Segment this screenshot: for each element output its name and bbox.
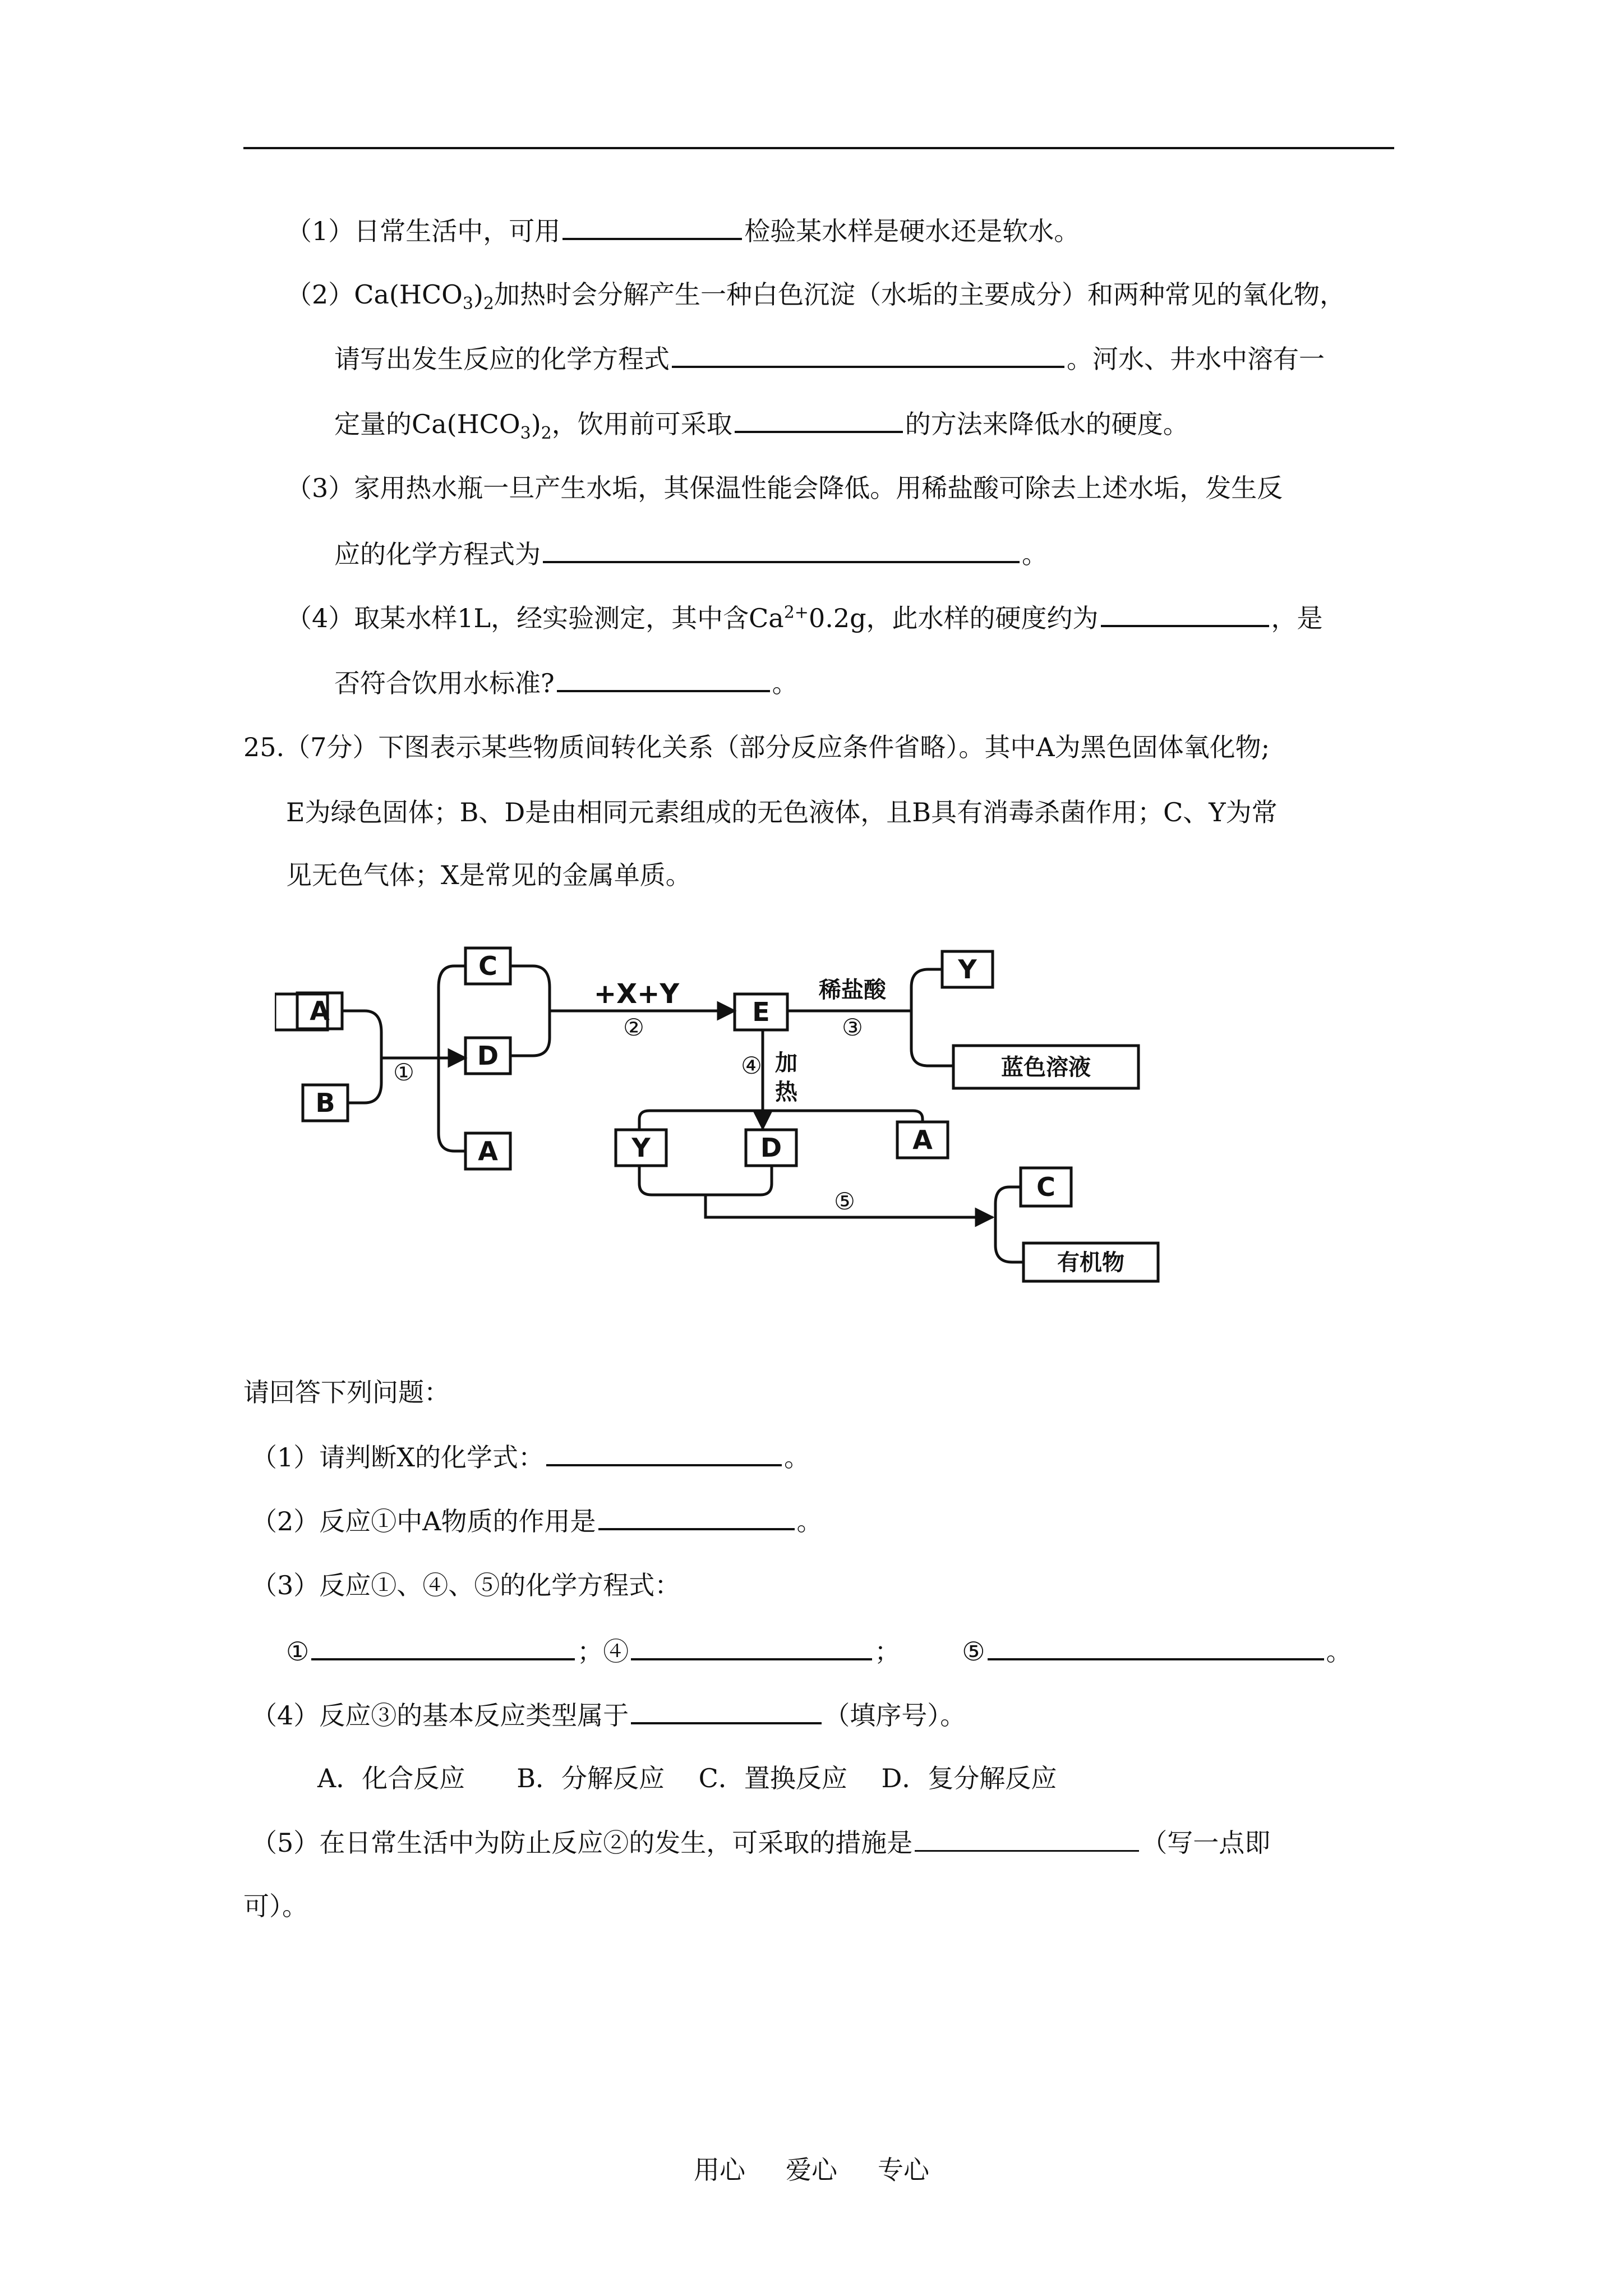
label-a-mid: A [478,1136,498,1166]
label-r4: ④ [741,1052,762,1079]
label-r1: ① [393,1059,414,1086]
q24-part3-line2: 应的化学方程式为 。 [334,536,1048,571]
q24-part2: $(2)Ca(HCO_3)_2$加热时会分解产生一种白色沉淀（水垢的主要成分）和两种常见的氧化物， [286,279,1345,314]
answer-blank[interactable] [311,1634,575,1660]
bracket-cd [510,966,550,1056]
q24-part2-line2: 请写出发生反应的化学方程式 。河水、井水中溶有一 [334,341,1325,376]
q25-sub3: （3）反应①、④、⑤的化学方程式： [251,1570,681,1600]
label-b-left: B [315,1088,335,1118]
conversion-diagram [275,926,1183,1290]
footer-word-1: 用心 [694,2155,745,2185]
answer-blank[interactable] [562,213,742,240]
label-r2: ② [623,1014,644,1041]
label-d-mid: D [477,1041,499,1071]
label-y-bottom: Y [631,1133,651,1163]
q25-sub3-equations: ① ；④ ； ⑤ 。 [286,1634,1352,1668]
q25-sub4: （4）反应③的基本反应类型属于 （填序号）。 [251,1697,966,1732]
q25-sub2: （2）反应①中A物质的作用是 。 [251,1503,823,1538]
label-organic: 有机物 [1057,1250,1124,1276]
q24-part1-text-end: 检验某水样是硬水还是软水。 [744,216,1080,246]
branch-y [911,969,942,1011]
label-hcl: 稀盐酸 [819,977,886,1003]
q25-intro-line1: 25.（7分）下图表示某些物质间转化关系（部分反应条件省略）。其中A为黑色固体氧化物; [243,732,1270,762]
q24-part1 [286,213,1080,248]
label-a-left: A [310,996,330,1026]
q24-part3: （3）家用热水瓶一旦产生水垢，其保温性能会降低。用稀盐酸可除去上述水垢，发生反 [286,473,1283,503]
branch-blue [911,1011,953,1066]
answer-blank[interactable] [672,341,1064,368]
bracket-yd [639,1166,772,1195]
q25-sub1: （1）请判断X的化学式： 。 [251,1439,810,1474]
q24-part1-text: （1）日常生活中，可用 [286,216,561,246]
connector-top [639,1111,923,1130]
answer-blank[interactable] [631,1634,872,1660]
answer-blank[interactable] [1101,600,1269,627]
answer-blank[interactable] [988,1634,1324,1660]
label-a-bottom: A [912,1125,933,1155]
q25-intro-line3: 见无色气体；X是常见的金属单质。 [286,860,691,890]
answer-blank[interactable] [546,1439,782,1466]
q25-sub5-line2: 可）。 [243,1891,308,1921]
label-d-bottom: D [760,1133,782,1163]
answer-blank[interactable] [735,406,903,433]
q24-part2-line3: 定量的$Ca(HCO_3)_2$，饮用前可采取 的方法来降低水的硬度。 [334,406,1189,441]
header-rule [243,147,1394,149]
conversion-diagram-svg [275,926,1183,1290]
label-r5: ⑤ [834,1188,855,1215]
q24-part4-line2: 否符合饮用水标准? 。 [334,665,798,700]
label-y-right: Y [958,954,977,984]
footer-word-2: 爱心 [786,2155,837,2185]
footer-word-3: 专心 [878,2155,929,2185]
page-footer [0,2153,1623,2187]
q24-part4: （4）取某水样1L，经实验测定，其中含$Ca^{2+}0.2g$，此水样的硬度约为 ，是 [286,600,1323,635]
q25-intro-line2: E为绿色固体；B、D是由相同元素组成的无色液体，且B具有消毒杀菌作用；C、Y为常 [286,797,1278,827]
label-blue-solution: 蓝色溶液 [1001,1055,1091,1080]
q25-sub5: （5）在日常生活中为防止反应②的发生，可采取的措施是 （写一点即 [251,1825,1270,1860]
label-c-top: C [478,951,497,981]
answer-blank[interactable] [631,1697,822,1724]
answer-blank[interactable] [557,665,770,692]
q25-sub4-options: A．化合反应 B．分解反应 C．置换反应 D．复分解反应 [317,1763,1057,1793]
label-e: E [752,997,770,1027]
q25-prompt: 请回答下列问题： [243,1377,450,1407]
label-plus-xy: +X+Y [593,978,680,1010]
label-c-bottom: C [1036,1172,1055,1202]
label-r3: ③ [842,1014,863,1041]
label-heat-2: 热 [775,1079,797,1105]
label-heat-1: 加 [775,1050,797,1076]
answer-blank[interactable] [915,1825,1139,1852]
answer-blank[interactable] [598,1503,795,1530]
answer-blank[interactable] [543,536,1020,563]
